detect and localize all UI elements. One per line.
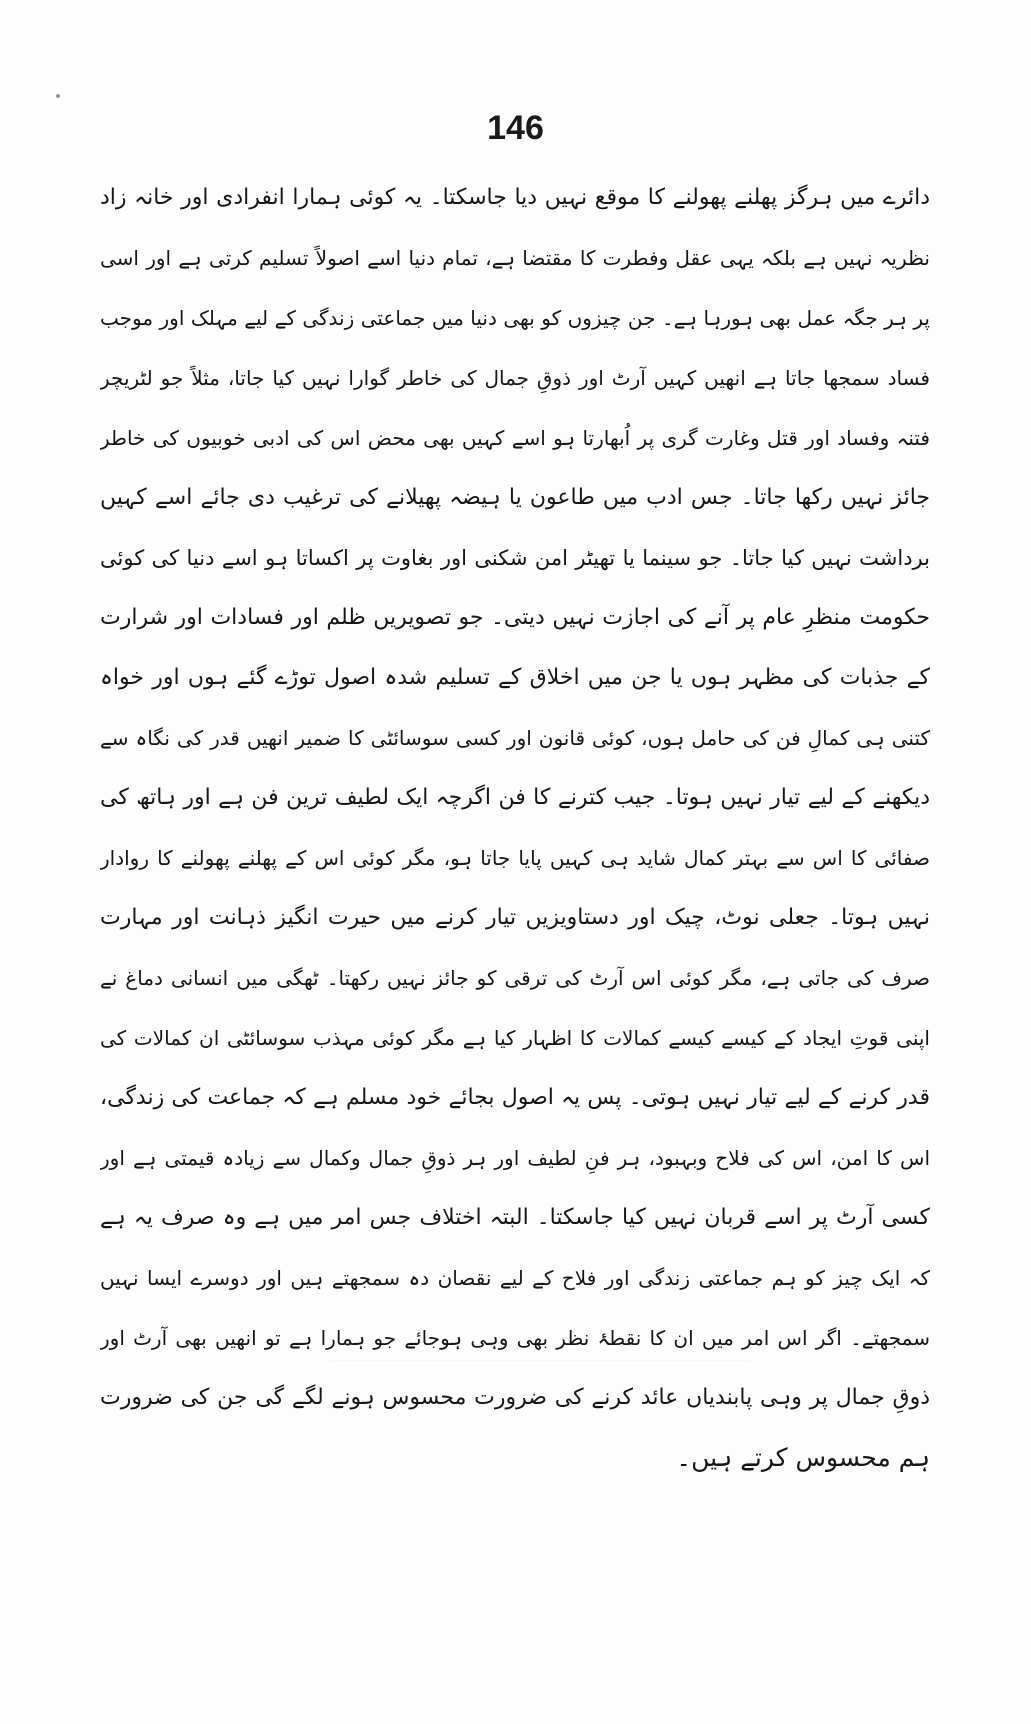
text-line: قدر کرنے کے لیے تیار نہیں ہوتی۔ پس یہ اصول بجائے خود مسلم ہے کہ جماعت کی زندگی، (100, 1085, 930, 1110)
page-number: 146 (487, 109, 544, 147)
text-line: اس کا امن، اس کی فلاح وبہبود، ہر فنِ لطیف اور ہر ذوقِ جمال وکمال سے زیادہ قیمتی ہے اور (100, 1146, 930, 1170)
text-line: اپنی قوتِ ایجاد کے کیسے کیسے کمالات کا اظہار کیا ہے مگر کوئی مہذب سوسائٹی ان کمالات کی (100, 1026, 930, 1050)
text-line: نظریہ نہیں ہے بلکہ یہی عقل وفطرت کا مقتضا ہے، تمام دنیا اسے اصولاً تسلیم کرتی ہے اور اسی (100, 246, 930, 270)
text-line: دیکھنے کے لیے تیار نہیں ہوتا۔ جیب کترنے کا فن اگرچہ ایک لطیف ترین فن ہے اور ہاتھ کی (100, 785, 930, 810)
text-line: نہیں ہوتا۔ جعلی نوٹ، چیک اور دستاویزیں تیار کرنے میں حیرت انگیز ذہانت اور مہارت (100, 905, 930, 930)
text-line: حکومت منظرِ عام پر آنے کی اجازت نہیں دیتی۔ جو تصویریں ظلم اور فسادات اور شرارت (100, 605, 930, 630)
text-line: کے جذبات کی مظہر ہوں یا جن میں اخلاق کے تسلیم شدہ اصول توڑے گئے ہوں اور خواہ (100, 665, 930, 690)
text-line: فساد سمجھا جاتا ہے انھیں کہیں آرٹ اور ذوقِ جمال کی خاطر گوارا نہیں کیا جاتا، مثلاً جو لٹریچر (100, 366, 930, 390)
text-line: برداشت نہیں کیا جاتا۔ جو سینما یا تھیٹر امن شکنی اور بغاوت پر اکساتا ہو اسے دنیا کی کوئی (100, 546, 930, 570)
text-line: صرف کی جاتی ہے، مگر کوئی اس آرٹ کی ترقی کو جائز نہیں رکھتا۔ ٹھگی میں انسانی دماغ نے (100, 966, 930, 990)
text-line: کہ ایک چیز کو ہم جماعتی زندگی اور فلاح کے لیے نقصان دہ سمجھتے ہیں اور دوسرے ایسا نہیں (100, 1266, 930, 1290)
paper-speck (56, 94, 60, 98)
text-line: پر ہر جگہ عمل بھی ہورہا ہے۔ جن چیزوں کو بھی دنیا میں جماعتی زندگی کے لیے مہلک اور موجب (100, 306, 930, 330)
bleed-through-shadow (330, 1360, 750, 1397)
text-line: دائرے میں ہرگز پھلنے پھولنے کا موقع نہیں دیا جاسکتا۔ یہ کوئی ہمارا انفرادی اور خانہ زاد (100, 185, 930, 210)
text-line: کسی آرٹ پر اسے قربان نہیں کیا جاسکتا۔ البتہ اختلاف جس امر میں ہے وہ صرف یہ ہے (100, 1205, 930, 1230)
text-line: فتنہ وفساد اور قتل وغارت گری پر اُبھارتا ہو اسے کہیں بھی محض اس کی ادبی خوبیوں کی خاطر (100, 426, 930, 450)
urdu-text-body (100, 168, 930, 1488)
text-line: ذوقِ جمال پر وہی پابندیاں عائد کرنے کی ضرورت محسوس ہونے لگے گی جن کی ضرورت (100, 1385, 930, 1410)
text-line: صفائی کا اس سے بہتر کمال شاید ہی کہیں پایا جاتا ہو، مگر کوئی اس کے پھلنے پھولنے کا روادار (100, 846, 930, 870)
text-line: کتنی ہی کمالِ فن کی حامل ہوں، کوئی قانون اور کسی سوسائٹی کا ضمیر انھیں قدر کی نگاہ سے (100, 726, 930, 750)
text-line-last: ہم محسوس کرتے ہیں۔ (676, 1443, 930, 1472)
text-line: سمجھتے۔ اگر اس امر میں ان کا نقطۂ نظر بھی وہی ہوجائے جو ہمارا ہے تو انھیں بھی آرٹ اور (100, 1326, 930, 1350)
text-line: جائز نہیں رکھا جاتا۔ جس ادب میں طاعون یا ہیضہ پھیلانے کی ترغیب دی جائے اسے کہیں (100, 485, 930, 510)
